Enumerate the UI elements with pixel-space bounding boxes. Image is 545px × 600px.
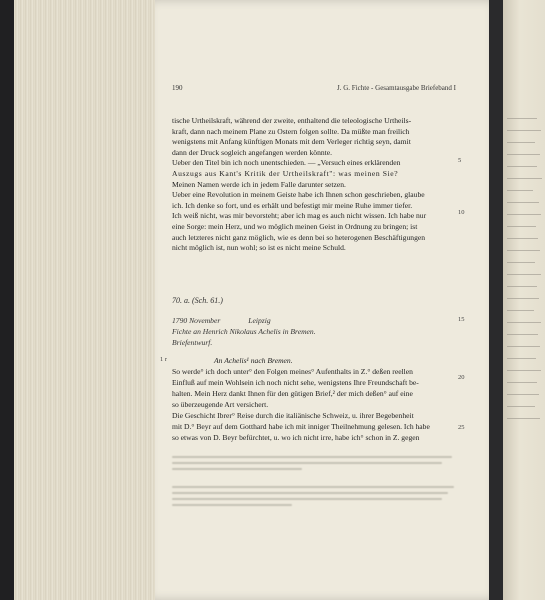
- letter-type: Briefentwurf.: [172, 338, 213, 347]
- facing-page: [503, 0, 545, 600]
- paragraph-continuation: [172, 116, 457, 254]
- letter-recipient: Fichte an Henrich Nikolaus Achelis in Bremen.: [172, 327, 316, 336]
- letter-number: 70. a. (Sch. 61.): [172, 296, 223, 305]
- line-number: 20: [458, 374, 465, 381]
- letter-metadata: [172, 315, 457, 348]
- text-line: dann der Druck sogleich angefangen werden könnte.: [172, 147, 333, 157]
- line-number: 15: [458, 316, 465, 323]
- text-line: So werde° ich doch unter° den Folgen meines° Aufenthalts in Z.° deßen reellen: [172, 367, 413, 376]
- text-line: so überzeugende Art versichert.: [172, 400, 269, 409]
- text-line: Die Geschicht Ibrer° Reise durch die italiänische Schweiz, u. ihrer Begebenheit: [172, 411, 414, 420]
- margin-reference: 1 r: [160, 356, 168, 363]
- line-number: 5: [458, 157, 462, 164]
- page-edges: [14, 0, 164, 600]
- text-line: ich. Ich denke so fort, und es erhält und befestigt mir meine Ruhe immer tiefer.: [172, 200, 413, 210]
- text-line: Einfluß auf mein Wohlsein ich noch nicht sehe, wenigstens Ihre Freundschaft be-: [172, 378, 419, 387]
- text-line: Auszugs aus Kant's Kritik der Urtheilskraft": was meinen Sie?: [172, 168, 399, 178]
- text-line: Ueber eine Revolution in meinem Geiste habe ich Ihnen schon geschrieben, glaube: [172, 190, 425, 200]
- footnotes-blurred: [172, 452, 457, 506]
- text-line: kraft, dann nach meinem Plane zu Ostern folgen sollte. Da müßte man freilich: [172, 126, 410, 136]
- text-line: Ueber den Titel bin ich noch unentschieden. — „Versuch eines erklärenden: [172, 158, 401, 168]
- text-line: mit D.° Beyr auf dem Gotthard habe ich mit inniger Theilnehmung gelesen. Ich habe: [172, 422, 430, 431]
- letter-place: Leipzig: [248, 316, 271, 325]
- line-number: 25: [458, 424, 465, 431]
- letter-body: [172, 355, 457, 443]
- line-number: 10: [458, 209, 465, 216]
- text-line: halten. Mein Herz dankt Ihnen für den gütigen Brief,² der mich deßen° auf eine: [172, 389, 413, 398]
- text-line: nicht möglich ist, nun wohl; so ist es nicht meine Schuld.: [172, 243, 346, 253]
- text-line: Ich weiß nicht, was mir bevorsteht; aber ich mag es auch nicht wissen. Ich habe nur: [172, 211, 427, 221]
- text-line: so etwas von D. Beyr befürchtet, u. wo ich nicht irre, habe ich° schon in Z. gegen: [172, 433, 420, 442]
- running-title: J. G. Fichte - Gesamtausgabe Briefeband I: [337, 84, 456, 92]
- text-line: Meinen Namen werde ich in jedem Falle darunter setzen.: [172, 179, 346, 189]
- text-line: tische Urtheilskraft, während der zweite, enthaltend die teleologische Urtheils-: [172, 116, 412, 125]
- text-line: wenigstens mit Anfang künftigen Monats mit dem Verleger richtig seyn, damit: [172, 137, 411, 147]
- book-gutter: [489, 0, 503, 600]
- letter-date: 1790 November: [172, 316, 221, 325]
- page-number: 190: [172, 84, 183, 92]
- text-line: eine Sorge: mein Herz, und wo möglich meinen Geist in Ordnung zu bringen; ist: [172, 221, 418, 231]
- salutation: An Achelis¹ nach Bremen.: [214, 356, 293, 365]
- text-line: auch letzteres nicht ganz möglich, wie es denn bei so heterogenen Beschäftigungen: [172, 232, 426, 242]
